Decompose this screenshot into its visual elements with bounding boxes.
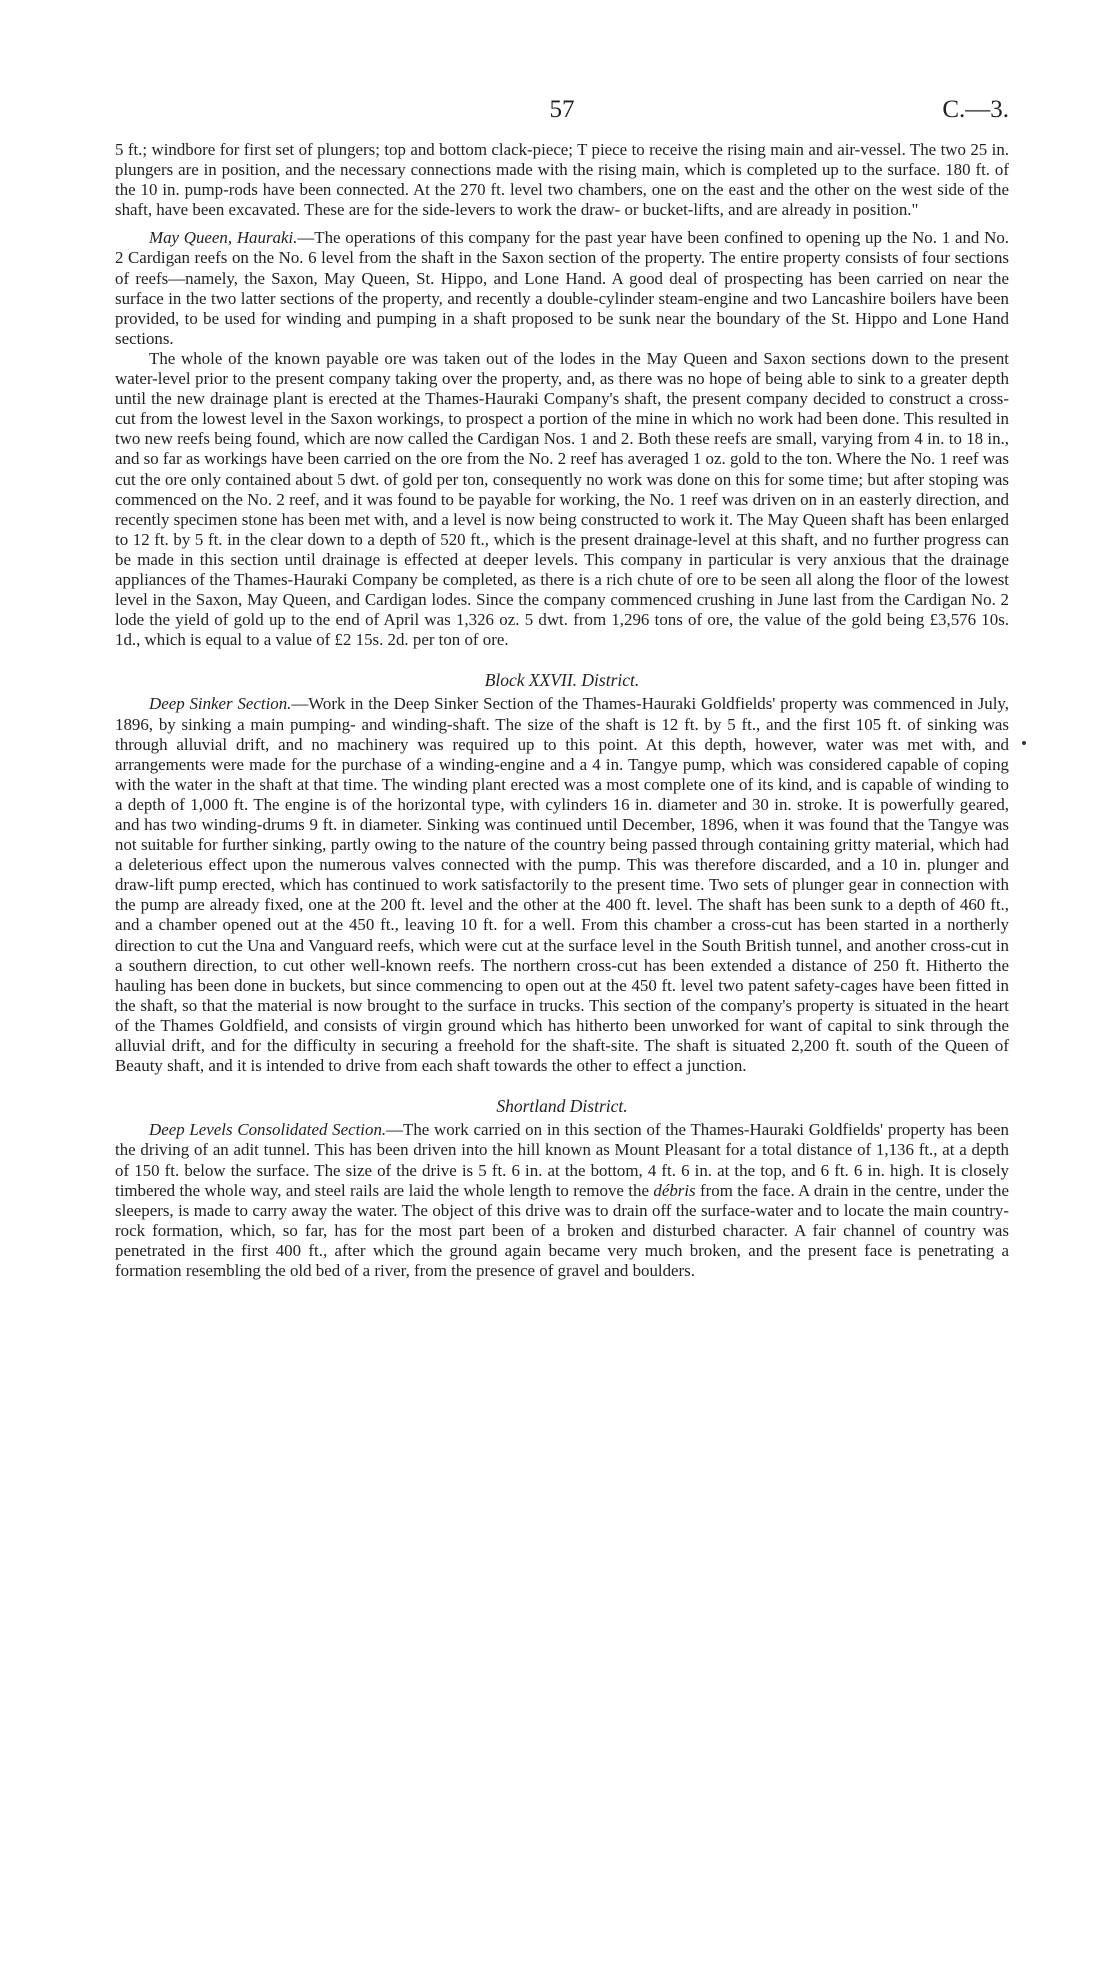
report-code: C.—3. [942,96,1009,123]
paragraph-deep-levels [115,1120,1009,1281]
paragraph-payable-ore: The whole of the known payable ore was taken out of the lodes in the May Queen and Saxon sections down to the present water-level prior to the present company taking over the property, and, as there was no hope of being able to sink to a greater depth until the new drainage plant is erected at the Thames-Hauraki Company's shaft, the present company decided to construct a cross-cut from the lowest level in the Saxon workings, to prospect a portion of the mine in which no work had been done. This resulted in two new reefs being found, which are now called the Cardigan Nos. 1 and 2. Both these reefs are small, varying from 4 in. to 18 in., and so far as workings have been carried on the ore from the No. 2 reef has averaged 1 oz. gold to the ton. Where the No. 1 reef was cut the ore only contained about 5 dwt. of gold per ton, consequently no work was done on this for some time; but after stoping was commenced on the No. 2 reef, and it was found to be payable for working, the No. 1 reef was driven on in an easterly direction, and recently specimen stone has been met with, and a level is now being constructed to work it. The May Queen shaft has been enlarged to 12 ft. by 5 ft. in the clear down to a depth of 520 ft., which is the present drainage-level at this shaft, and no further progress can be made in this section until drainage is effected at deeper levels. This company in particular is very anxious that the drainage appliances of the Thames-Hauraki Company be completed, as there is a rich chute of ore to be seen all along the floor of the lowest level in the Saxon, May Queen, and Cardigan lodes. Since the company commenced crushing in June last from the Cardigan No. 2 lode the yield of gold up to the end of April was 1,326 oz. 5 dwt. from 1,296 tons of ore, the value of the gold being £3,576 10s. 1d., which is equal to a value of £2 15s. 2d. per ton of ore. [115,348,1009,650]
paragraph-may-queen-text: —The operations of this company for the past year have been confined to opening up the No. 1 and No. 2 Cardigan reefs on the No. 6 level from the shaft in the Saxon section of the property. The entire property consists of four sections of reefs—namely, the Saxon, May Queen, St. Hippo, and Lone Hand. A good deal of prospecting has been carried on near the surface in the two latter sections of the property, and recently a double-cylinder steam-engine and two Lancashire boilers have been provided, to be used for winding and pumping in a shaft proposed to be sunk near the boundary of the St. Hippo and Lone Hand sections. [115,228,1009,348]
document-page [115,96,1009,1281]
word-debris: débris [653,1180,696,1200]
paragraph-deep-sinker [115,694,1009,1076]
paragraph-deep-levels-text-b: from the face. A drain in the centre, under the sleepers, is made to carry away the water. The object of this drive was to drain off the surface-water and to locate the main country-rock formation, which, so far, has for the most part been of a broken and disturbed character. A fair channel of country was penetrated in the first 400 ft., after which the ground again became very much broken, and the present face is penetrating a formation resembling the old bed of a river, from the presence of gravel and boulders. [115,1180,1009,1280]
heading-block-xxvii: Block XXVII. District. [484,670,640,691]
paragraph-pump-fittings: 5 ft.; windbore for first set of plungers; top and bottom clack-piece; T piece to receive the rising main and air-vessel. The two 25 in. plungers are in position, and the necessary connections made with the rising main, which is completed up to the surface. 180 ft. of the 10 in. pump-rods have been connected. At the 270 ft. level two chambers, one on the east and the other on the west side of the shaft, have been excavated. These are for the side-levers to work the draw- or bucket-lifts, and are already in position." [115,140,1009,220]
page-number: 57 [549,96,575,123]
page-header [115,96,1009,140]
margin-mark [1022,741,1026,745]
section-title-deep-levels: Deep Levels Consolidated Section. [149,1120,387,1140]
paragraph-deep-levels-text-a: —The work carried on in this section of the Thames-Hauraki Goldfields' property has been the driving of an adit tunnel. This has been driven into the hill known as Mount Pleasant for a total distance of 1,136 ft., at a depth of 150 ft. below the surface. The size of the drive is 5 ft. 6 in. at the bottom, 4 ft. 6 in. at the top, and 6 ft. 6 in. high. It is closely timbered the whole way, and steel rails are laid the whole length to remove the [115,1120,1009,1200]
paragraph-deep-sinker-text: —Work in the Deep Sinker Section of the Thames-Hauraki Goldfields' property was commenced in July, 1896, by sinking a main pumping- and winding-shaft. The size of the shaft is 12 ft. by 5 ft., and the first 105 ft. of sinking was through alluvial drift, and no machinery was required up to this point. At this depth, however, water was met with, and arrangements were made for the purchase of a winding-engine and a 4 in. Tangye pump, which was considered capable of coping with the water in the shaft at that time. The winding plant erected was a most complete one of its kind, and is capable of winding to a depth of 1,000 ft. The engine is of the horizontal type, with cylinders 16 in. diameter and 30 in. stroke. It is powerfully geared, and has two winding-drums 9 ft. in diameter. Sinking was continued until December, 1896, when it was found that the Tangye was not suitable for further sinking, partly owing to the nature of the country being passed through containing gritty material, which had a deleterious effect upon the numerous valves connected with the pump. This was therefore discarded, and a 10 in. plunger and draw-lift pump erected, which has continued to work satisfactorily to the present time. Two sets of plunger gear in connection with the pump are already fixed, one at the 200 ft. level and the other at the 400 ft. level. The shaft has been sunk to a depth of 460 ft., and a chamber opened out at the 450 ft., leaving 10 ft. for a well. From this chamber a cross-cut has been started in a northerly direction to cut the Una and Vanguard reefs, which were cut at the surface level in the South British tunnel, and another cross-cut in a southern direction, to cut other well-known reefs. The northern cross-cut has been extended a distance of 250 ft. Hitherto the hauling has been done in buckets, but since commencing to open out at the 450 ft. level two patent safety-cages have been fitted in the shaft, so that the material is now brought to the surface in trucks. This section of the company's property is situated in the heart of the Thames Goldfield, and consists of virgin ground which has hitherto been unworked for want of capital to sink through the alluvial drift, and for the difficulty in securing a freehold for the shaft-site. The shaft is situated 2,200 ft. south of the Queen of Beauty shaft, and it is intended to drive from each shaft towards the other to effect a junction. [115,694,1009,1076]
section-title-may-queen: May Queen, Hauraki. [149,228,298,248]
section-title-deep-sinker: Deep Sinker Section. [149,694,292,714]
paragraph-may-queen [115,228,1009,349]
heading-shortland-district: Shortland District. [496,1096,628,1117]
